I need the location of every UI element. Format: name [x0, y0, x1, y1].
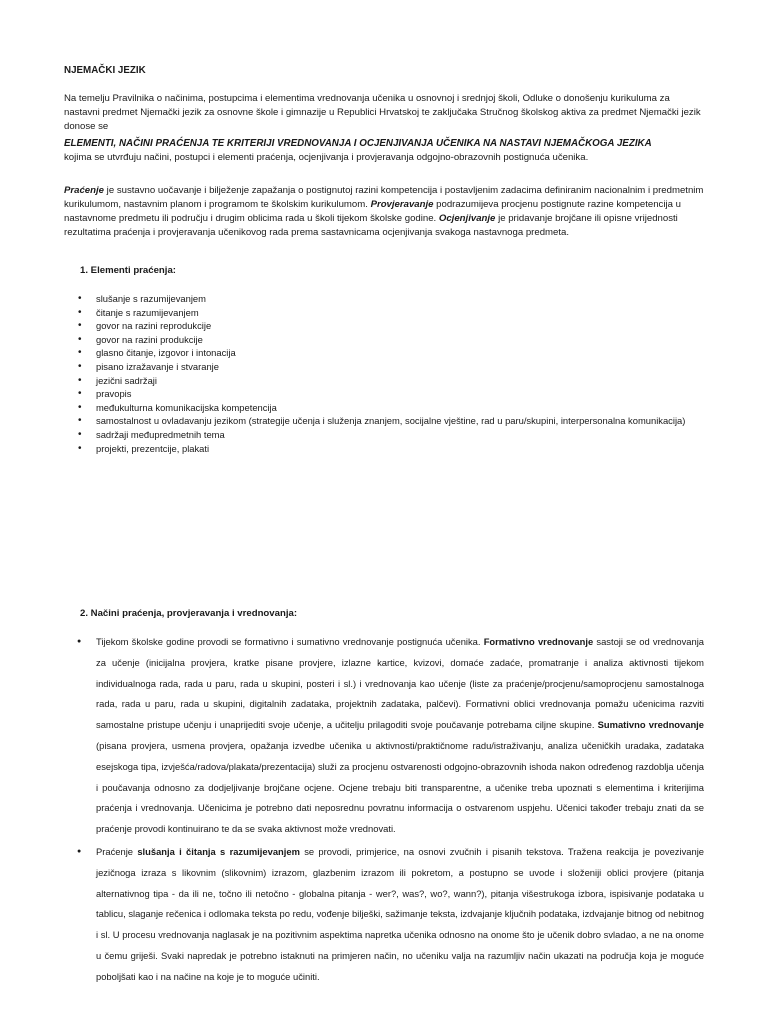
list-item: [64, 842, 704, 988]
list-item: • pravopis: [64, 387, 704, 401]
methods-list: [64, 632, 704, 988]
paragraph-text: (pisana provjera, usmena provjera, opažanja izvedbe učenika u aktivnosti/praktičnome radu/istraživanju, analiza učeničkih uradaka, zadataka esejskoga tipa, izvješća/radova/plakata/prezentacija) služi za procjenu ostvarenosti odgojno-obrazovnih ishoda nakon određenog razdoblja učenja i poučavanja odnosno za dodjeljivanje brojčane ocjene. Ocjene trebaju biti transparentne, a učenike treba upoznati s elementima i kriterijima praćenja i vrednovanja. Učenicima je potrebno dati neposrednu povratnu informacija o ostvarenom uspjehu. Učenici također trebaju znati da se praćenje provodi kontinuirano te da se svaka aktivnost može vrednovati.: [96, 739, 704, 835]
paragraph-text: se provodi, primjerice, na osnovi zvučnih i pisanih tekstova. Tražena reakcija je povezivanje jezičnoga izraza s likovnim (slikovnim) izrazom, glazbenim izrazom ili pokretom, a postupno se uvode i složeniji oblici provjere (pitanja alternativnog tipa - da ili ne, točno ili netočno - globalna pitanja - wer?, was?, wo?, wann?), pitanja višestrukoga izbora, ispisivanje podataka u tablicu, slaganje rečenica i odlomaka teksta po redu, vođenje bilješki, sažimanje teksta, izdvajanje ključnih podataka, izdvajanje bitnog od nebitnog i sl. U procesu vrednovanja naglasak je na pozitivnim aspektima napretka učenika odnosno na onome što je učenik dobro svladao, a ne na onome u čemu griješi. Svaki napredak je potrebno istaknuti na primjeren način, no učeniku valja na razumljiv način ukazati na područja koja je moguće poboljšati kao i na načine na koje je to moguće učiniti.: [96, 845, 704, 982]
term-sumativno: Sumativno vrednovanje: [597, 719, 704, 731]
paragraph-text: Praćenje: [96, 845, 138, 857]
list-item: • samostalnost u ovladavanju jezikom (strategije učenja i služenja znanjem, socijalne vještine, rad u paru/skupini, interpersonalna komunikacija): [64, 414, 704, 428]
term-slusanje-citanje: slušanja i čitanja s razumijevanjem: [137, 845, 300, 857]
term-ocjenjivanje: Ocjenjivanje: [438, 213, 496, 224]
list-item: • sadržaji međupredmetnih tema: [64, 428, 704, 442]
term-pracenje: Praćenje: [64, 185, 105, 196]
elements-list: [64, 292, 704, 455]
list-item: • jezični sadržaji: [64, 374, 704, 388]
section-1-title: 1. Elementi praćenja:: [80, 265, 176, 276]
subheading: kojima se utvrđuju načini, postupci i elementi praćenja, ocjenjivanja i provjeravanja odgojno-obrazovnih postignuća učenika.: [64, 152, 589, 163]
document-title: NJEMAČKI JEZIK: [64, 65, 146, 76]
intro-paragraph: Na temelju Pravilnika o načinima, postupcima i elementima vrednovanja učenika u osnovnoj i srednjoj školi, Odluke o donošenju kurikuluma za nastavni predmet Njemački jezik za osnovne škole i gimnazije u Republici Hrvatskoj te zaključaka Stručnog školskog aktiva za predmet Njemački jezik donose se: [64, 93, 701, 132]
paragraph-text: sastoji se od vrednovanja za učenje (inicijalna provjera, kratke pisane provjere, izlazne kartice, kvizovi, domaće zadaće, promatranje i analiza aktivnosti tijekom individualnoga rada, rada u paru, rada u skupini, posteri i sl.) i vrednovanja kao učenje (liste za praćenje/procjenu/samoprocjenu samostalnoga rada, rada u paru, rada u skupini, digitalnih zadataka, projektnih zadataka, palčevi). Formativni oblici vrednovanja pomažu učenicima razviti samostalne pristupe učenju i unaprijediti svoje učenje, a učitelju prilagoditi svoje poučavanje potrebama ciljne skupine.: [96, 636, 704, 731]
list-item: • glasno čitanje, izgovor i intonacija: [64, 346, 704, 360]
list-item: • govor na razini reprodukcije: [64, 319, 704, 333]
section-2-title: 2. Načini praćenja, provjeravanja i vrednovanja:: [80, 608, 298, 619]
definition-text: podrazumijeva procjenu postignute razine kompetencija u nastavnome predmetu ili području i drugim oblicima rada u školi tijekom školske godine.: [64, 199, 681, 224]
list-item: • slušanje s razumijevanjem: [64, 292, 704, 306]
definition-text: je sustavno uočavanje i bilježenje zapažanja o postignutoj razini kompetencija i postavljenim zadacima definiranim nacionalnim i predmetnim kurikulumom, nastavnim planom i programom te školskim kurikulumom.: [64, 185, 704, 210]
main-heading: ELEMENTI, NAČINI PRAĆENJA TE KRITERIJI VREDNOVANJA I OCJENJIVANJA UČENIKA NA NASTAVI NJEMAČKOGA JEZIKA: [64, 138, 652, 149]
list-item: • pisano izražavanje i stvaranje: [64, 360, 704, 374]
definition-text: je pridavanje brojčane ili opisne vrijednosti rezultatima praćenja i provjeravanja učenikovog rada prema sastavnicama ocjenjivanja svakoga nastavnoga predmeta.: [64, 213, 678, 238]
list-item: [64, 632, 704, 840]
list-item: • međukulturna komunikacijska kompetencija: [64, 401, 704, 415]
list-item: • govor na razini produkcije: [64, 333, 704, 347]
term-provjeravanje: Provjeravanje: [370, 199, 434, 210]
list-item: • projekti, prezentcije, plakati: [64, 442, 704, 456]
term-formativno: Formativno vrednovanje: [483, 636, 594, 647]
definitions-paragraph: [64, 184, 704, 240]
paragraph-text: Tijekom školske godine provodi se formativno i sumativno vrednovanje postignuća učenika.: [96, 636, 484, 647]
list-item: • čitanje s razumijevanjem: [64, 306, 704, 320]
